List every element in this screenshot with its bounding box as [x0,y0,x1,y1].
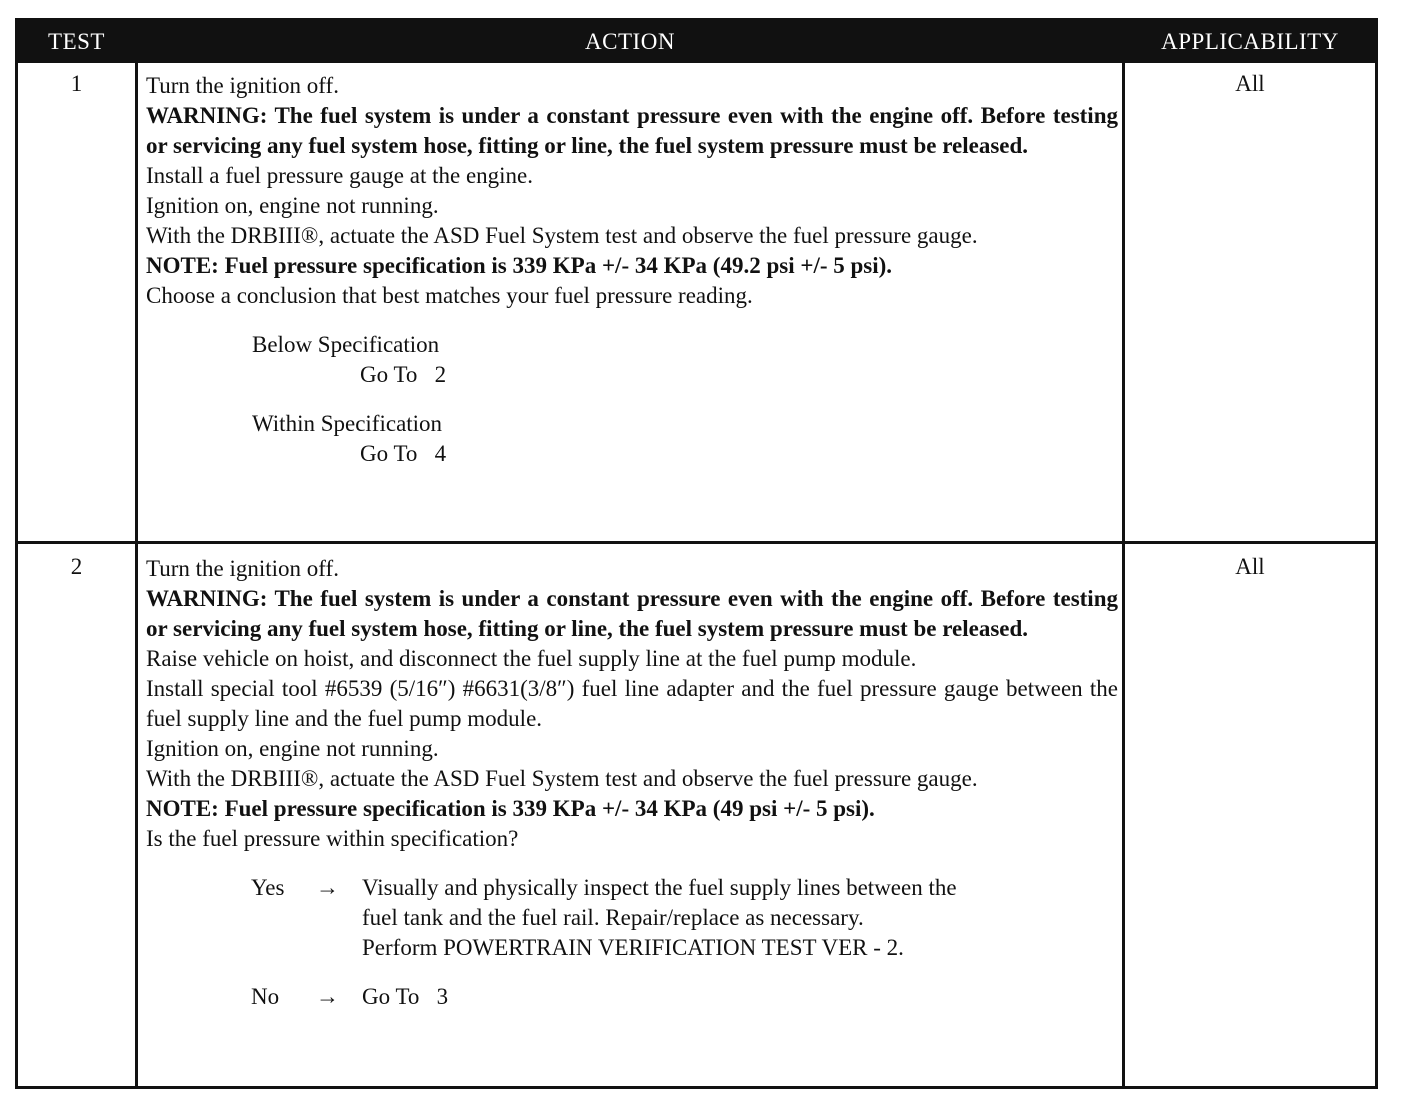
step-text: With the DRBIII®, actuate the ASD Fuel System test and observe the fuel pressure gauge. [146,766,978,791]
question-text: Choose a conclusion that best matches your fuel pressure reading. [146,283,753,308]
choice-label-below: Below Specification [252,332,440,357]
no-branch [146,982,1118,1012]
question-text: Is the fuel pressure within specification? [146,826,519,851]
step-text: Turn the ignition off. [146,556,339,581]
goto-link-4[interactable]: Go To 4 [360,441,447,466]
yes-action-text: fuel tank and the fuel rail. Repair/replace as necessary. [362,905,864,930]
applicability-2: All [1235,554,1265,579]
diagnostic-table [15,18,1378,1089]
no-label: No [251,984,280,1009]
test-number-1: 1 [70,71,83,96]
column-divider-1 [135,63,138,1086]
note-text: NOTE: Fuel pressure specification is 339 KPa +/- 34 KPa (49 psi +/- 5 psi). [146,796,875,821]
step-text: With the DRBIII®, actuate the ASD Fuel System test and observe the fuel pressure gauge. [146,223,978,248]
yes-label: Yes [251,875,285,900]
header-test: TEST [48,29,105,54]
arrow-right-icon: → [316,984,339,1009]
step-text: Ignition on, engine not running. [146,736,439,761]
header-applicability: APPLICABILITY [1161,29,1339,54]
test-number-2: 2 [70,554,83,579]
header-action: ACTION [585,29,675,54]
goto-link-3[interactable]: Go To 3 [362,984,449,1009]
step-text: Install a fuel pressure gauge at the engine. [146,163,534,188]
goto-link-2[interactable]: Go To 2 [360,362,447,387]
step-text: Ignition on, engine not running. [146,193,439,218]
yes-branch-continued [146,903,1118,933]
note-text: NOTE: Fuel pressure specification is 339 KPa +/- 34 KPa (49.2 psi +/- 5 psi). [146,253,893,278]
yes-action-text: Visually and physically inspect the fuel supply lines between the [362,875,957,900]
yes-branch [146,873,1118,903]
choice-label-within: Within Specification [252,411,443,436]
step-text: Turn the ignition off. [146,73,339,98]
warning-text: WARNING: The fuel system is under a constant pressure even with the engine off. Before testing or servicing any fuel system hose, fitting or line, the fuel system pressure must be released. [146,103,1118,158]
arrow-right-icon: → [316,875,339,900]
verification-test-link[interactable]: Perform POWERTRAIN VERIFICATION TEST VER - 2. [362,935,904,960]
action-cell-1 [146,71,1118,469]
table-header [18,21,1375,63]
warning-text: WARNING: The fuel system is under a constant pressure even with the engine off. Before testing or servicing any fuel system hose, fitting or line, the fuel system pressure must be released. [146,586,1118,641]
step-text: Raise vehicle on hoist, and disconnect the fuel supply line at the fuel pump module. [146,646,917,671]
row-divider [18,541,1375,544]
action-cell-2 [146,554,1118,1012]
step-text: Install special tool #6539 (5/16″) #6631(3/8″) fuel line adapter and the fuel pressure gauge between the fuel supply line and the fuel pump module. [146,676,1118,731]
yes-branch-verification [146,933,1118,963]
applicability-1: All [1235,71,1265,96]
